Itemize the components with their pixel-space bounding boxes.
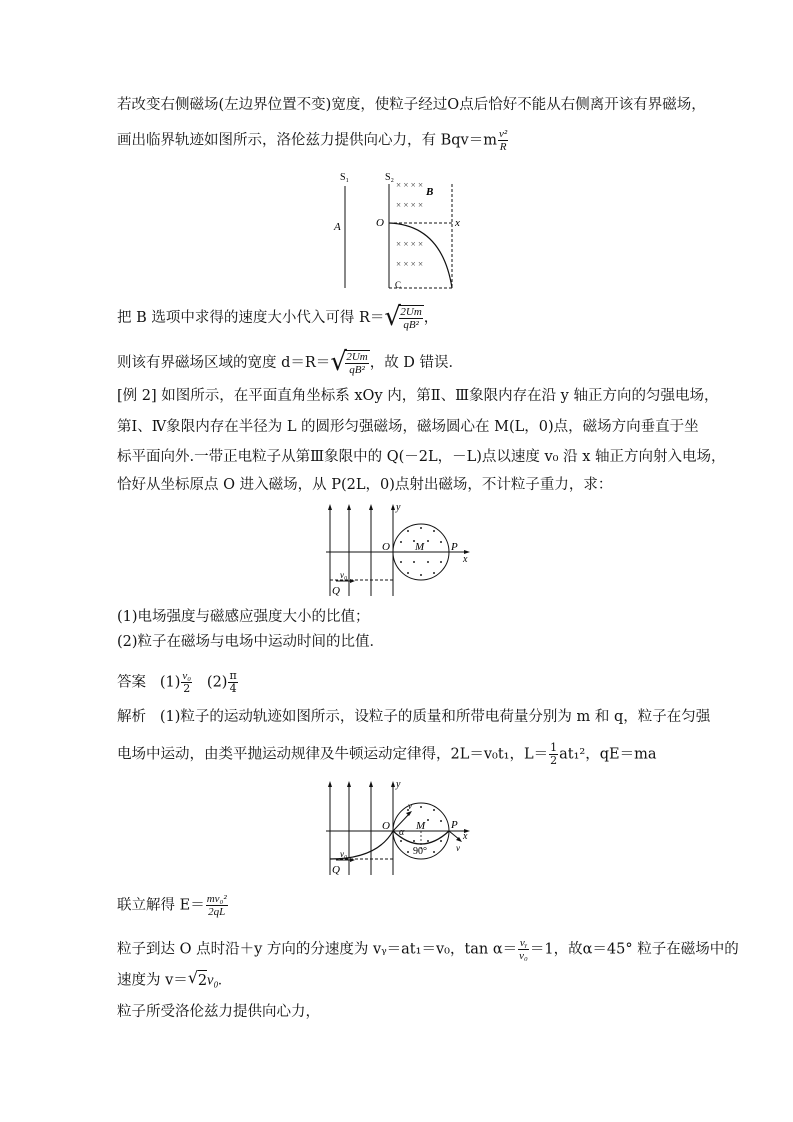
answer-label: 答案 — [117, 674, 146, 691]
answer-part-1: (1) — [159, 674, 181, 691]
text-line — [117, 707, 710, 727]
fraction — [181, 670, 192, 695]
radicand: 2 — [198, 970, 207, 991]
label-m: M — [416, 820, 426, 832]
sqrt-expression: √ $\frac{2Um}{\text{qB²}}$ — [384, 302, 422, 332]
fraction-denominator: 4 — [229, 682, 237, 695]
fraction-denominator: 2qL — [208, 906, 226, 918]
label-m: M — [415, 541, 425, 553]
label-s2: S₂ — [385, 172, 395, 183]
figure-coordinate-system — [322, 498, 472, 598]
label-v0: v₀ — [340, 849, 348, 859]
text-segment: at₁²，qE＝ma — [559, 746, 657, 763]
question-1: (1)电场强度与磁感应强度大小的比值； — [117, 609, 370, 625]
text-line: 若改变右侧磁场(左边界位置不变)宽度，使粒子经过O点后恰好不能从右侧离开该有界磁场， — [117, 97, 706, 113]
text-line — [117, 937, 739, 962]
text-segment: 速度为 v＝ — [117, 972, 188, 989]
text-segment: ， — [423, 310, 439, 326]
figure-boundary-field — [330, 168, 465, 292]
fraction-denominator: 2 — [183, 682, 191, 695]
text-line — [117, 742, 656, 767]
label-x: x — [463, 831, 468, 842]
text-segment: 联立解得 E＝ — [117, 897, 205, 914]
fraction — [399, 306, 422, 331]
text-segment: 电场中运动，由类平抛运动规律及牛顿运动定律得，2L＝v₀t₁，L＝ — [117, 746, 549, 763]
text-line: 粒子所受洛伦兹力提供向心力， — [117, 1004, 320, 1020]
figure-trajectory — [322, 775, 474, 879]
field-marks-row: × × × × — [396, 239, 424, 249]
answer-line — [117, 670, 239, 695]
fraction-denominator: qB² — [349, 364, 365, 376]
label-v0: v₀ — [340, 570, 348, 580]
fraction-numerator: v₀ — [182, 670, 192, 682]
fraction-numerator: π — [229, 669, 237, 682]
fraction-numerator: 1 — [550, 741, 558, 754]
fraction-numerator: v² — [499, 128, 508, 140]
text-segment: 粒子到达 O 点时沿＋y 方向的分速度为 vᵧ＝at₁＝v₀，tan α＝ — [117, 941, 518, 958]
label-x: x — [463, 554, 468, 565]
label-q: Q — [332, 585, 340, 597]
fraction-denominator: v₀ — [519, 950, 528, 962]
label-o: O — [382, 541, 390, 553]
label-y: y — [396, 779, 401, 790]
fraction-denominator: qB² — [403, 319, 419, 331]
fraction — [345, 351, 368, 376]
sqrt-expression: √ 2 — [187, 968, 208, 989]
label-o: O — [382, 820, 390, 832]
text-line: 第Ⅰ、Ⅳ象限内存在半径为 L 的圆形匀强磁场，磁场圆心在 M(L，0)点，磁场方向垂直于坐 — [117, 419, 699, 435]
fraction-numerator: 2Um — [400, 306, 422, 318]
label-s1: S₁ — [340, 172, 350, 183]
fraction-denominator: R — [499, 141, 507, 153]
question-2: (2)粒子在磁场与电场中运动时间的比值． — [117, 634, 385, 650]
fraction-numerator: 2Um — [346, 351, 368, 363]
fraction-numerator: mv₀² — [206, 893, 227, 905]
field-marks-row: × × × × — [396, 180, 424, 190]
fraction-numerator: vᵧ — [519, 937, 528, 949]
label-a: A — [334, 221, 341, 233]
text-line — [117, 302, 439, 332]
field-marks-row: × × × × — [396, 200, 424, 210]
fraction — [498, 128, 508, 153]
fraction — [549, 742, 558, 767]
fraction-denominator: 2 — [550, 754, 558, 767]
text-segment: ＝1，故α＝45° 粒子在磁场中的 — [529, 941, 739, 958]
label-alpha: α — [399, 827, 405, 838]
text-line — [117, 128, 509, 153]
example-tag: [例 2] — [117, 388, 157, 404]
analysis-label: 解析 — [117, 709, 146, 725]
text-line — [117, 893, 229, 918]
text-segment: 如图所示，在平面直角坐标系 xOy 内，第Ⅱ、Ⅲ象限内存在沿 y 轴正方向的匀强电场， — [161, 388, 719, 404]
text-line — [117, 347, 464, 377]
label-x: x — [455, 217, 460, 229]
text-line — [117, 386, 719, 406]
text-segment: v₀. — [207, 972, 223, 989]
text-segment: 把 B 选项中求得的速度大小代入可得 R＝ — [117, 310, 385, 326]
text-segment: 则该有界磁场区域的宽度 d＝R＝ — [117, 355, 331, 371]
label-o: O — [376, 217, 384, 229]
label-c: C — [395, 280, 402, 290]
fraction — [228, 670, 237, 695]
label-q: Q — [332, 864, 340, 876]
text-segment: (1)粒子的运动轨迹如图所示，设粒子的质量和所带电荷量分别为 m 和 q，粒子在匀强 — [159, 709, 711, 725]
field-marks-row: × × × × — [396, 259, 424, 269]
text-line: 恰好从坐标原点 O 进入磁场，从 P(2L，0)点射出磁场，不计粒子重力，求： — [117, 477, 613, 493]
label-b: B — [426, 186, 434, 198]
fraction — [206, 893, 228, 918]
label-v: v — [456, 843, 460, 853]
label-v-top: v — [408, 801, 412, 811]
text-segment: 画出临界轨迹如图所示，洛伦兹力提供向心力，有 Bqv＝m — [117, 132, 497, 149]
text-line — [117, 970, 222, 991]
fraction — [518, 937, 529, 962]
label-y: y — [396, 502, 401, 513]
label-p: P — [451, 541, 458, 553]
sqrt-expression: √ $\frac{2Um}{\text{qB²}}$ — [330, 347, 368, 377]
label-p: P — [451, 819, 458, 831]
text-segment: ，故 D 错误． — [369, 355, 464, 371]
label-angle: 90° — [413, 846, 427, 857]
text-line: 标平面向外.一带正电粒子从第Ⅲ象限中的 Q(－2L，－L)点以速度 v₀ 沿 x 轴正方向射入电场， — [117, 449, 726, 465]
answer-part-2: (2) — [206, 674, 228, 691]
